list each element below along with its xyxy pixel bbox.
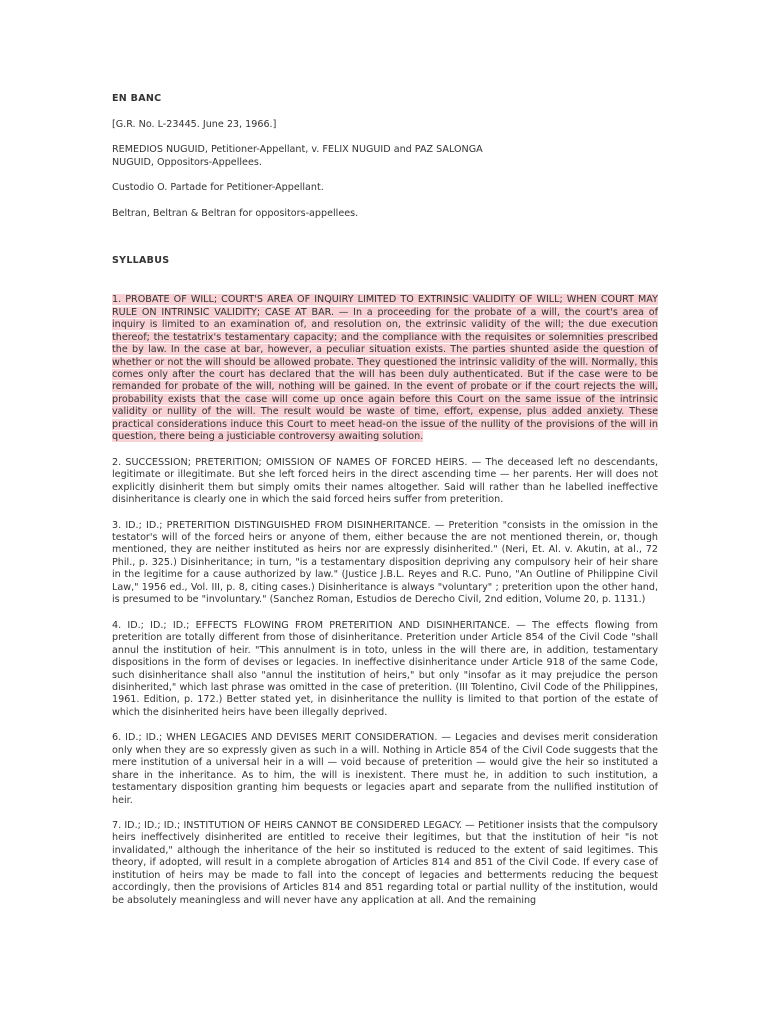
case-parties-line-2: NUGUID, Oppositors-Appellees. (112, 156, 262, 168)
case-parties (112, 144, 658, 169)
syllabus-paragraph-3: 3. ID.; ID.; PRETERITION DISTINGUISHED FROM DISINHERITANCE. — Preterition "consists in the omission in the testator's will of the forced heirs or anyone of them, either because the are not mentioned therein, or, though mentioned, they are neither instituted as heirs nor are expressly disinherited." (Neri, Et. Al. v. Akutin, at al., 72 Phil., p. 325.) Disinheritance; in turn, "is a testamentary disposition depriving any compulsory heir of heir share in the legitime for a cause authorized by law." (Justice J.B.L. Reyes and R.C. Puno, "An Outline of Philippine Civil Law," 1956 ed., Vol. III, p. 8, citing cases.) Disinheritance is always "voluntary" ; preterition upon the other hand, is presumed to be "involuntary." (Sanchez Roman, Estudios de Derecho Civil, 2nd edition, Volume 20, p. 1131.) (112, 519, 658, 606)
case-number: [G.R. No. L-23445. June 23, 1966.] (112, 119, 277, 130)
syllabus-paragraph-4: 4. ID.; ID.; ID.; EFFECTS FLOWING FROM PRETERITION AND DISINHERITANCE. — The effects flowing from preterition are totally different from those of disinheritance. Preterition under Article 854 of the Civil Code "shall annul the institution of heir. "This annulment is in toto, unless in the will there are, in addition, testamentary dispositions in the form of devises or legacies. In ineffective disinheritance under Article 918 of the same Code, such disinheritance shall also "annul the institution of heirs," but only "insofar as it may prejudice the person disinherited," which last phrase was omitted in the case of preterition. (III Tolentino, Civil Code of the Philippines, 1961. Edition, p. 172.) Better stated yet, in disinheritance the nullity is limited to that portion of the estate of which the disinherited heirs have been illegally deprived. (112, 619, 658, 718)
syllabus-heading: SYLLABUS (112, 255, 170, 267)
counsel-oppositors: Beltran, Beltran & Beltran for oppositors-appellees. (112, 207, 359, 219)
syllabus-paragraph-1 (112, 294, 658, 443)
syllabus-paragraph-7: 7. ID.; ID.; ID.; INSTITUTION OF HEIRS CANNOT BE CONSIDERED LEGACY. — Petitioner insists that the compulsory heirs ineffectively disinherited are entitled to receive their legitimes, but that the institution of heir "is not invalidated," although the inheritance of the heir so instituted is reduced to the extent of said legitimes. This theory, if adopted, will result in a complete abrogation of Articles 814 and 851 of the Civil Code. If every case of institution of heirs may be made to fall into the concept of legacies and betterments reducing the bequest accordingly, then the provisions of Articles 814 and 851 regarding total or partial nullity of the institution, would be absolutely meaningless and will never have any application at all. And the remaining (112, 820, 658, 906)
case-parties-line-1: REMEDIOS NUGUID, Petitioner-Appellant, v. FELIX NUGUID and PAZ SALONGA (112, 144, 483, 156)
document-page (112, 92, 658, 907)
syllabus-paragraph-2: 2. SUCCESSION; PRETERITION; OMISSION OF NAMES OF FORCED HEIRS. — The deceased left no descendants, legitimate or illegitimate. But she left forced heirs in the direct ascending time — her parents. Her will does not explicitly disinherit them but simply omits their names altogether. Said will rather than he labelled ineffective disinheritance is clearly one in which the said forced heirs suffer from preterition. (112, 456, 658, 506)
syllabus-paragraph-6: 6. ID.; ID.; WHEN LEGACIES AND DEVISES MERIT CONSIDERATION. — Legacies and devises merit consideration only when they are so expressly given as such in a will. Nothing in Article 854 of the Civil Code suggests that the mere institution of a universal heir in a will — void because of preterition — would give the heir so instituted a share in the inheritance. As to him, the will is inexistent. There must he, in addition to such institution, a testamentary disposition granting him bequests or legacies apart and separate from the nullified institution of heir. (112, 732, 658, 806)
highlighted-text: 1. PROBATE OF WILL; COURT'S AREA OF INQUIRY LIMITED TO EXTRINSIC VALIDITY OF WILL; WHEN COURT MAY RULE ON INTRINSIC VALIDITY; CASE AT BAR. — In a proceeding for the probate of a will, the court's area of inquiry is limited to an examination of, and resolution on, the extrinsic validity of the will; the due execution thereof; the testatrix's testamentary capacity; and the compliance with the requisites or solemnities prescribed the by law. In the case at bar, however, a peculiar situation exists. The parties shunted aside the question of whether or not the will should be allowed probate. They questioned the intrinsic validity of the will. Normally, this comes only after the court has declared that the will has been duly authenticated. But if the case were to be remanded for probate of the will, nothing will be gained. In the event of probate or if the court rejects the will, probability exists that the case will come up once again before this Court on the same issue of the intrinsic validity or nullity of the will. The result would be waste of time, effort, expense, plus added anxiety. These practical considerations induce this Court to meet head-on the issue of the nullity of the provisions of the will in question, there being a justiciable controversy awaiting solution. (112, 294, 659, 443)
court-division-heading: EN BANC (112, 93, 162, 104)
counsel-petitioner: Custodio O. Partade for Petitioner-Appellant. (112, 182, 324, 194)
